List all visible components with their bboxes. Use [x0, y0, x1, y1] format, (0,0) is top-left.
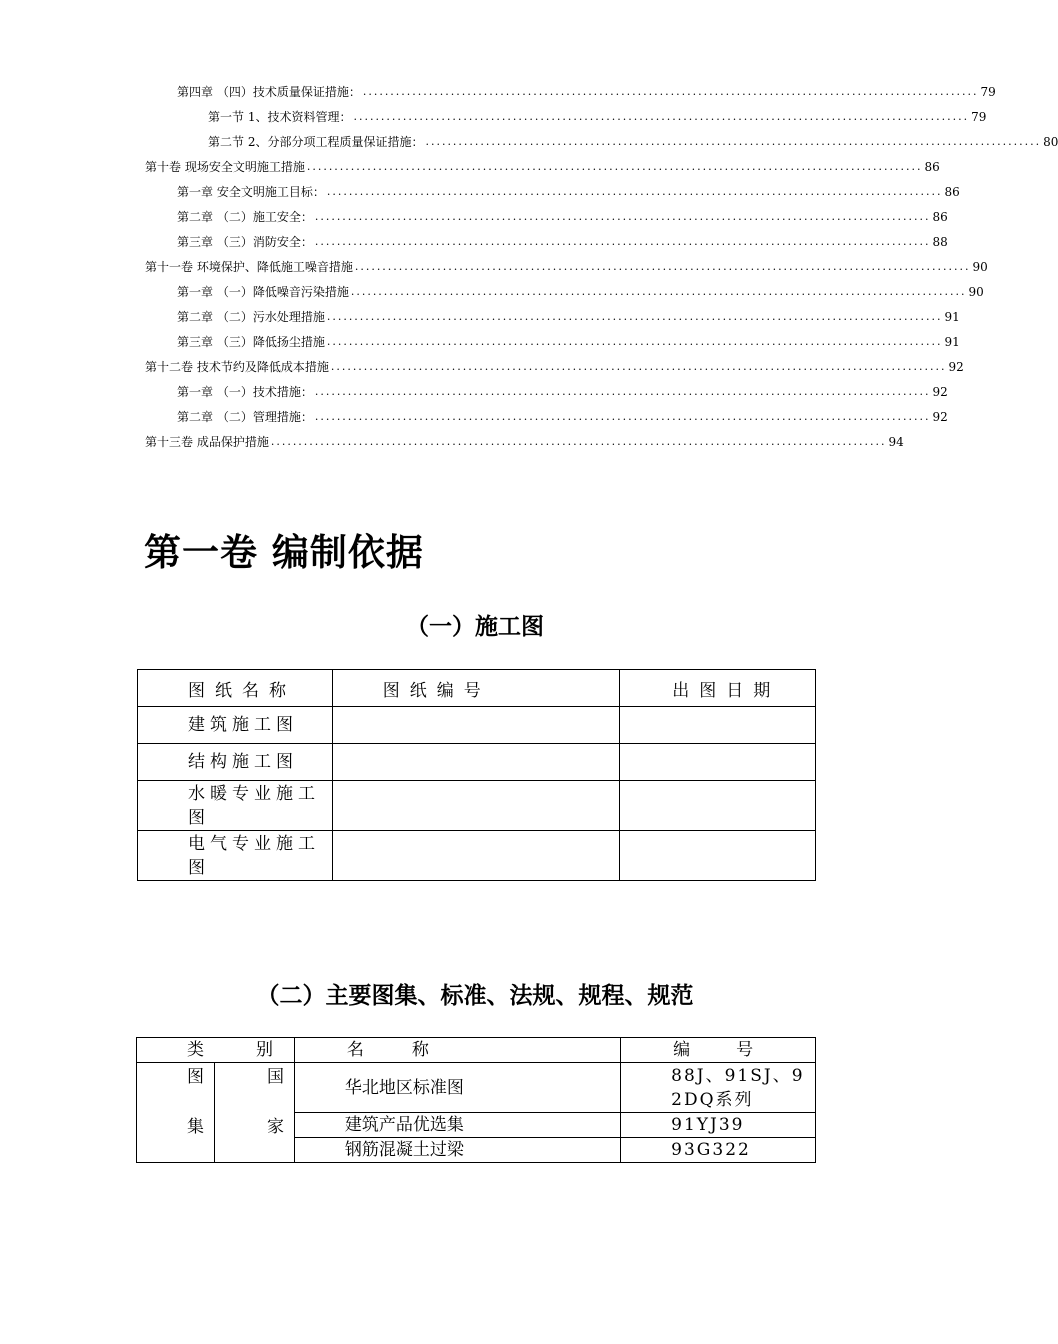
header-cell: 出图日期 [620, 670, 816, 707]
toc-entry[interactable]: 第十一卷 环境保护、降低施工噪音措施 ................................................................................................................ 90 [145, 260, 988, 274]
cell-issue-date [620, 744, 816, 781]
section-title-drawings: （一）施工图 [406, 614, 544, 640]
table-header-row [137, 1038, 816, 1063]
cell-drawing-name: 电气专业施工图 [138, 831, 333, 881]
cell-standard-name: 华北地区标准图 [294, 1063, 620, 1113]
table-row [137, 1063, 816, 1113]
toc-entry[interactable]: 第十三卷 成品保护措施 ................................................................................................................ 94 [145, 435, 904, 449]
table-row [138, 781, 816, 831]
cell-drawing-name: 水暖专业施工图 [138, 781, 333, 831]
toc-entry[interactable]: 第一章 （一）降低噪音污染措施 ................................................................................................................ 90 [177, 285, 984, 299]
toc-entry[interactable]: 第二章 （二）施工安全： ................................................................................................................ 86 [177, 210, 948, 224]
header-category: 类 别 [137, 1038, 295, 1063]
table-row [138, 744, 816, 781]
toc-entry[interactable]: 第一章 （一）技术措施： ................................................................................................................ 92 [177, 385, 948, 399]
cell-standard-code: 93G322 [621, 1138, 816, 1163]
cell-standard-code: 91YJ39 [621, 1113, 816, 1138]
cell-issue-date [620, 831, 816, 881]
cell-drawing-number [332, 707, 620, 744]
table-row [138, 707, 816, 744]
toc-entry[interactable]: 第三章 （三）消防安全： ................................................................................................................ 88 [177, 235, 948, 249]
header-cell: 图纸名称 [138, 670, 333, 707]
cell-issue-date [620, 781, 816, 831]
cell-drawing-name: 结构施工图 [138, 744, 333, 781]
cell-issue-date [620, 707, 816, 744]
cell-group-national: 国 家 [214, 1063, 294, 1163]
toc-entry[interactable]: 第二节 2、分部分项工程质量保证措施： ................................................................................................................ 80 [208, 135, 1058, 149]
cell-drawing-number [332, 744, 620, 781]
cell-drawing-name: 建筑施工图 [138, 707, 333, 744]
standards-table [136, 1037, 816, 1163]
toc-entry[interactable]: 第十卷 现场安全文明施工措施 ................................................................................................................ 86 [145, 160, 940, 174]
toc-entry[interactable]: 第一章 安全文明施工目标： ................................................................................................................ 86 [177, 185, 960, 199]
table-row [138, 831, 816, 881]
toc-entry[interactable]: 第四章 （四）技术质量保证措施： ................................................................................................................ 79 [177, 85, 996, 99]
cell-drawing-number [332, 831, 620, 881]
toc-entry[interactable]: 第十二卷 技术节约及降低成本措施 ................................................................................................................ 92 [145, 360, 964, 374]
cell-standard-code: 88J、91SJ、92DQ系列 [621, 1063, 816, 1113]
header-cell: 图纸编号 [332, 670, 620, 707]
toc-entry[interactable]: 第二章 （二）管理措施： ................................................................................................................ 92 [177, 410, 948, 424]
cell-drawing-number [332, 781, 620, 831]
toc-entry[interactable]: 第一节 1、技术资料管理： ................................................................................................................ 79 [208, 110, 987, 124]
drawings-table [137, 669, 816, 881]
header-name: 名 称 [294, 1038, 620, 1063]
cell-group-atlas: 图 集 [137, 1063, 215, 1163]
header-code: 编 号 [621, 1038, 816, 1063]
toc-entry[interactable]: 第三章 （三）降低扬尘措施 ................................................................................................................ 91 [177, 335, 960, 349]
toc-entry[interactable]: 第二章 （二）污水处理措施 ................................................................................................................ 91 [177, 310, 960, 324]
volume-title: 第一卷 编制依据 [144, 531, 424, 574]
table-header-row [138, 670, 816, 707]
section-title-standards: （二）主要图集、标准、法规、规程、规范 [256, 983, 694, 1009]
cell-standard-name: 钢筋混凝土过梁 [294, 1138, 620, 1163]
cell-standard-name: 建筑产品优选集 [294, 1113, 620, 1138]
